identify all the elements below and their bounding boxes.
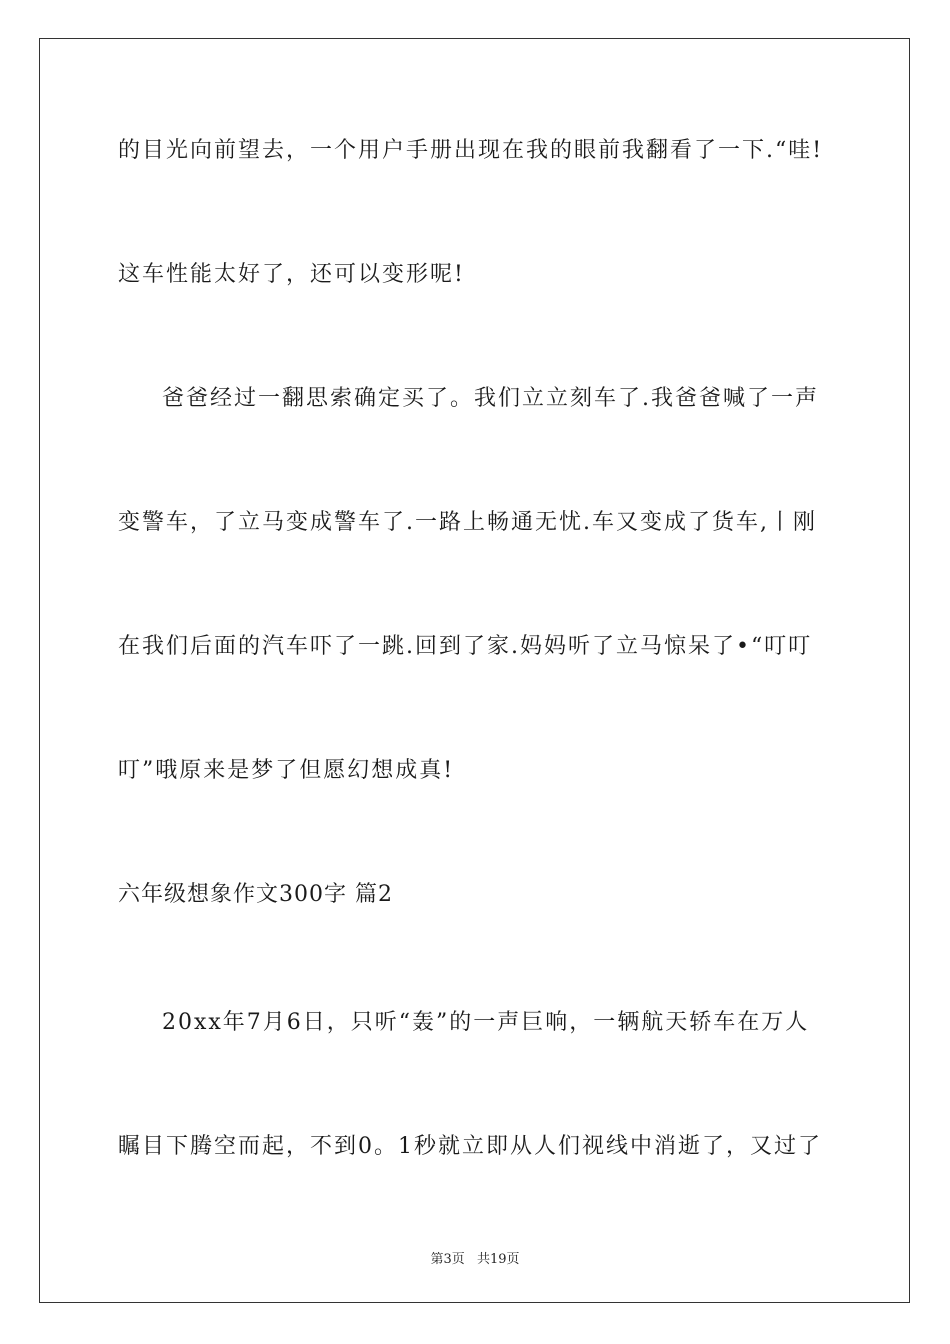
text-line-8: 瞩目下腾空而起，不到0。1秒就立即从人们视线中消逝了，又过了 xyxy=(118,1134,822,1159)
text-line-1: 的目光向前望去，一个用户手册出现在我的眼前我翻看了一下.“哇! xyxy=(118,138,824,163)
text-line-6: 叮”哦原来是梦了但愿幻想成真! xyxy=(118,758,455,783)
page-border xyxy=(39,38,910,1303)
text-line-2: 这车性能太好了，还可以变形呢! xyxy=(118,262,465,287)
text-line-3: 爸爸经过一翻思索确定买了。我们立立刻车了.我爸爸喊了一声 xyxy=(162,386,819,411)
section-heading: 六年级想象作文300字 篇2 xyxy=(118,882,393,907)
text-line-7: 20xx年7月6日，只听“轰”的一声巨响，一辆航天轿车在万人 xyxy=(162,1010,810,1035)
page-footer xyxy=(0,1248,950,1267)
text-line-4: 变警车，了立马变成警车了.一路上畅通无忧.车又变成了货车,丨刚 xyxy=(118,510,817,535)
page-total: 共19页 xyxy=(476,1252,520,1267)
page-number: 第3页 xyxy=(430,1252,465,1267)
text-line-5: 在我们后面的汽车吓了一跳.回到了家.妈妈听了立马惊呆了•“叮叮 xyxy=(118,634,813,659)
